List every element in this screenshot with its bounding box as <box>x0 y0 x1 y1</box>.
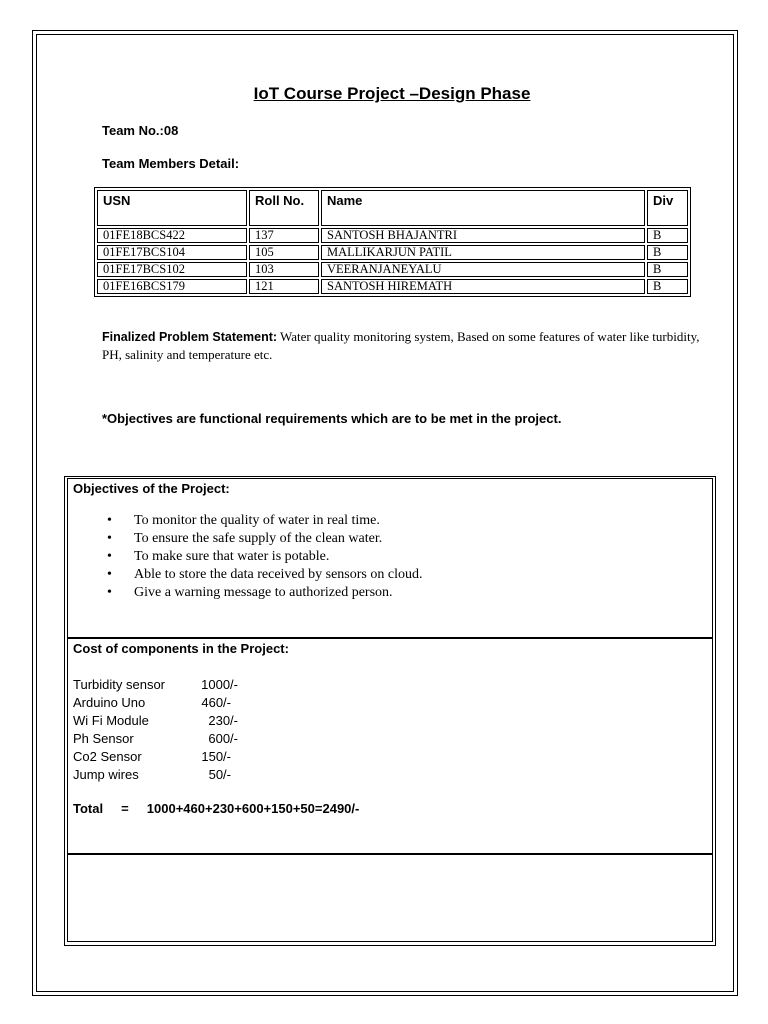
component-price: 460/- <box>201 695 231 710</box>
component-name: Arduino Uno <box>73 695 146 710</box>
cost-total: Total = 1000+460+230+600+150+50=2490/- <box>73 801 360 816</box>
component-price: 50/- <box>208 767 231 782</box>
cell-usn: 01FE17BCS102 <box>97 262 247 277</box>
component-price: 150/- <box>201 749 231 764</box>
cell-name: SANTOSH HIREMATH <box>321 279 645 294</box>
cell-usn: 01FE16BCS179 <box>97 279 247 294</box>
table-row <box>97 262 688 277</box>
component-price: 600/- <box>208 731 238 746</box>
column-header-div: Div <box>647 190 688 226</box>
table-row <box>97 245 688 260</box>
table-row <box>97 228 688 243</box>
cost-row <box>73 766 231 784</box>
cost-list <box>73 676 238 784</box>
column-header-name: Name <box>321 190 645 226</box>
team-number: Team No.:08 <box>102 123 179 138</box>
column-header-usn: USN <box>97 190 247 226</box>
cell-usn: 01FE18BCS422 <box>97 228 247 243</box>
problem-statement-label: Finalized Problem Statement: <box>102 330 278 344</box>
table-row <box>97 279 688 294</box>
objectives-section <box>67 478 713 638</box>
cell-div: B <box>647 245 688 260</box>
component-price: 1000/- <box>201 677 238 692</box>
table-header-row <box>97 190 688 226</box>
component-price: 230/- <box>208 713 238 728</box>
cell-name: VEERANJANEYALU <box>321 262 645 277</box>
cell-roll: 105 <box>249 245 319 260</box>
cell-roll: 137 <box>249 228 319 243</box>
cell-roll: 121 <box>249 279 319 294</box>
component-name: Jump wires <box>73 767 139 782</box>
cell-name: SANTOSH BHAJANTRI <box>321 228 645 243</box>
members-heading: Team Members Detail: <box>102 156 240 171</box>
cost-row <box>73 748 231 766</box>
cell-name: MALLIKARJUN PATIL <box>321 245 645 260</box>
objectives-title: Objectives of the Project: <box>73 481 230 496</box>
list-item: • Able to store the data received by sensors on cloud. <box>134 566 422 584</box>
objectives-note: *Objectives are functional requirements which are to be met in the project. <box>102 411 562 426</box>
cost-row <box>73 676 238 694</box>
cost-title: Cost of components in the Project: <box>73 641 289 656</box>
component-name: Co2 Sensor <box>73 749 142 764</box>
cell-usn: 01FE17BCS104 <box>97 245 247 260</box>
cost-row <box>73 730 238 748</box>
cell-div: B <box>647 228 688 243</box>
column-header-roll: Roll No. <box>249 190 319 226</box>
cost-row <box>73 694 231 712</box>
component-name: Wi Fi Module <box>73 713 149 728</box>
cell-div: B <box>647 279 688 294</box>
list-item: • To make sure that water is potable. <box>134 548 422 566</box>
cost-row <box>73 712 238 730</box>
problem-statement-text: Water quality monitoring system, Based on some features of water like turbidity, PH, salinity and temperature etc. <box>102 329 700 362</box>
page-title: IoT Course Project –Design Phase <box>253 84 531 103</box>
problem-statement <box>102 328 702 364</box>
component-name: Turbidity sensor <box>73 677 165 692</box>
empty-section <box>67 854 713 942</box>
objectives-list <box>134 512 422 602</box>
cell-div: B <box>647 262 688 277</box>
list-item: • To monitor the quality of water in real time. <box>134 512 422 530</box>
list-item: • Give a warning message to authorized person. <box>134 584 422 602</box>
component-name: Ph Sensor <box>73 731 134 746</box>
members-table <box>94 187 691 297</box>
cost-section <box>67 638 713 854</box>
list-item: • To ensure the safe supply of the clean water. <box>134 530 422 548</box>
cell-roll: 103 <box>249 262 319 277</box>
